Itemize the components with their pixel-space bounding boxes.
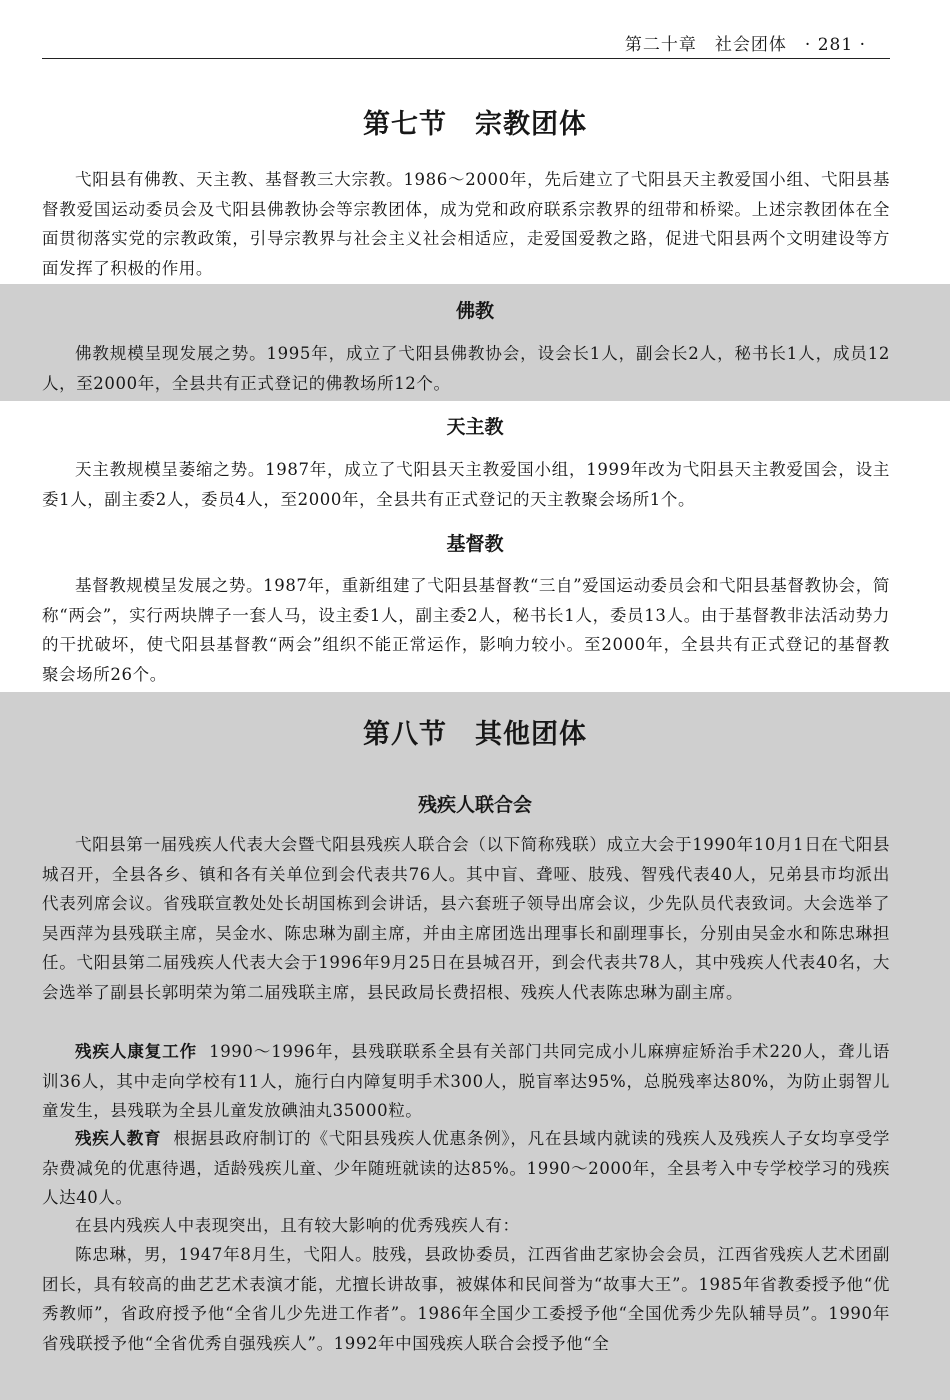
exemplary-intro-paragraph: 在县内残疾人中表现突出，且有较大影响的优秀残疾人有： (75, 1216, 520, 1235)
christianity-paragraph: 基督教规模呈发展之势。1987年，重新组建了弋阳县基督教“三自”爱国运动委员会和弋阳县基督教协会，简称“两会”，实行两块牌子一套人马，设主委1人，副主委2人，秘书长1人，委员13人。由于基督教非法活动势力的干扰破坏，使弋阳县基督教“两会”组织不能正常运作，影响力较小。至2000年，全县共有正式登记的基督教聚会场所26个。 (42, 576, 890, 684)
rehabilitation-text: 1990～1996年，县残联联系全县有关部门共同完成小儿麻痹症矫治手术220人，聋儿语训36人，其中走向学校有11人，施行白内障复明手术300人，脱盲率达95%，总脱残率达80%，为防止弱智儿童发生，县残联为全县儿童发放碘油丸35000粒。 (42, 1042, 890, 1120)
subheading-buddhism: 佛教 (455, 300, 494, 322)
subheading-christianity: 基督教 (446, 533, 504, 555)
catholicism-paragraph: 天主教规模呈萎缩之势。1987年，成立了弋阳县天主教爱国小组，1999年改为弋阳县天主教爱国会，设主委1人，副主委2人，委员4人，至2000年，全县共有正式登记的天主教聚会场所1个。 (42, 460, 890, 509)
education-paragraph (42, 1124, 890, 1213)
subheading-disabled-federation: 残疾人联合会 (417, 794, 532, 816)
education-lead: 残疾人教育 (75, 1129, 162, 1148)
education-text: 根据县政府制订的《弋阳县残疾人优惠条例》，凡在县域内就读的残疾人及残疾人子女均享受学杂费减免的优惠待遇，适龄残疾儿童、少年随班就读的达85%。1990～2000年，全县考入中专学校学习的残疾人达40人。 (42, 1129, 891, 1207)
federation-history-paragraph: 弋阳县第一届残疾人代表大会暨弋阳县残疾人联合会（以下简称残联）成立大会于1990年10月1日在弋阳县城召开，全县各乡、镇和各有关单位到会代表共76人。其中盲、聋哑、肢残、智残代表40人，兄弟县市均派出代表列席会议。省残联宣教处处长胡国栋到会讲话，县六套班子领导出席会议，少先队员代表致词。大会选举了吴西萍为县残联主席，吴金水、陈忠琳为副主席，并由主席团选出理事长和副理事长，分别由吴金水和陈忠琳担任。弋阳县第二届残疾人代表大会于1996年9月25日在县城召开，到会代表共78人，其中残疾人代表40名，大会选举了副县长郭明荣为第二届残联主席，县民政局长费招根、残疾人代表陈忠琳为副主席。 (42, 835, 890, 1002)
rehabilitation-lead: 残疾人康复工作 (75, 1042, 198, 1061)
rehabilitation-paragraph (42, 1037, 890, 1126)
section7-intro-paragraph: 弋阳县有佛教、天主教、基督教三大宗教。1986～2000年，先后建立了弋阳县天主教爱国小组、弋阳县基督教爱国运动委员会及弋阳县佛教协会等宗教团体，成为党和政府联系宗教界的纽带和桥梁。上述宗教团体在全面贯彻落实党的宗教政策，引导宗教界与社会主义社会相适应，走爱国爱教之路，促进弋阳县两个文明建设等方面发挥了积极的作用。 (42, 170, 890, 278)
chen-zhonglin-bio-paragraph: 陈忠琳，男，1947年8月生，弋阳人。肢残，县政协委员，江西省曲艺家协会会员，江西省残疾人艺术团副团长，具有较高的曲艺艺术表演才能，尤擅长讲故事，被媒体和民间誉为“故事大王”。1985年省教委授予他“优秀教师”，省政府授予他“全省儿少先进工作者”。1986年全国少工委授予他“全国优秀少先队辅导员”。1990年省残联授予他“全省优秀自强残疾人”。1992年中国残疾人联合会授予他“全 (42, 1245, 890, 1353)
subheading-catholicism: 天主教 (446, 416, 504, 438)
header-rule (42, 58, 890, 59)
buddhism-paragraph: 佛教规模呈现发展之势。1995年，成立了弋阳县佛教协会，设会长1人，副会长2人，秘书长1人，成员12人，至2000年，全县共有正式登记的佛教场所12个。 (42, 344, 890, 393)
section-title-other-groups: 第八节 其他团体 (363, 719, 587, 750)
running-header: 第二十章 社会团体 · 281 · (624, 35, 866, 55)
section-title-religious-groups: 第七节 宗教团体 (363, 109, 587, 140)
